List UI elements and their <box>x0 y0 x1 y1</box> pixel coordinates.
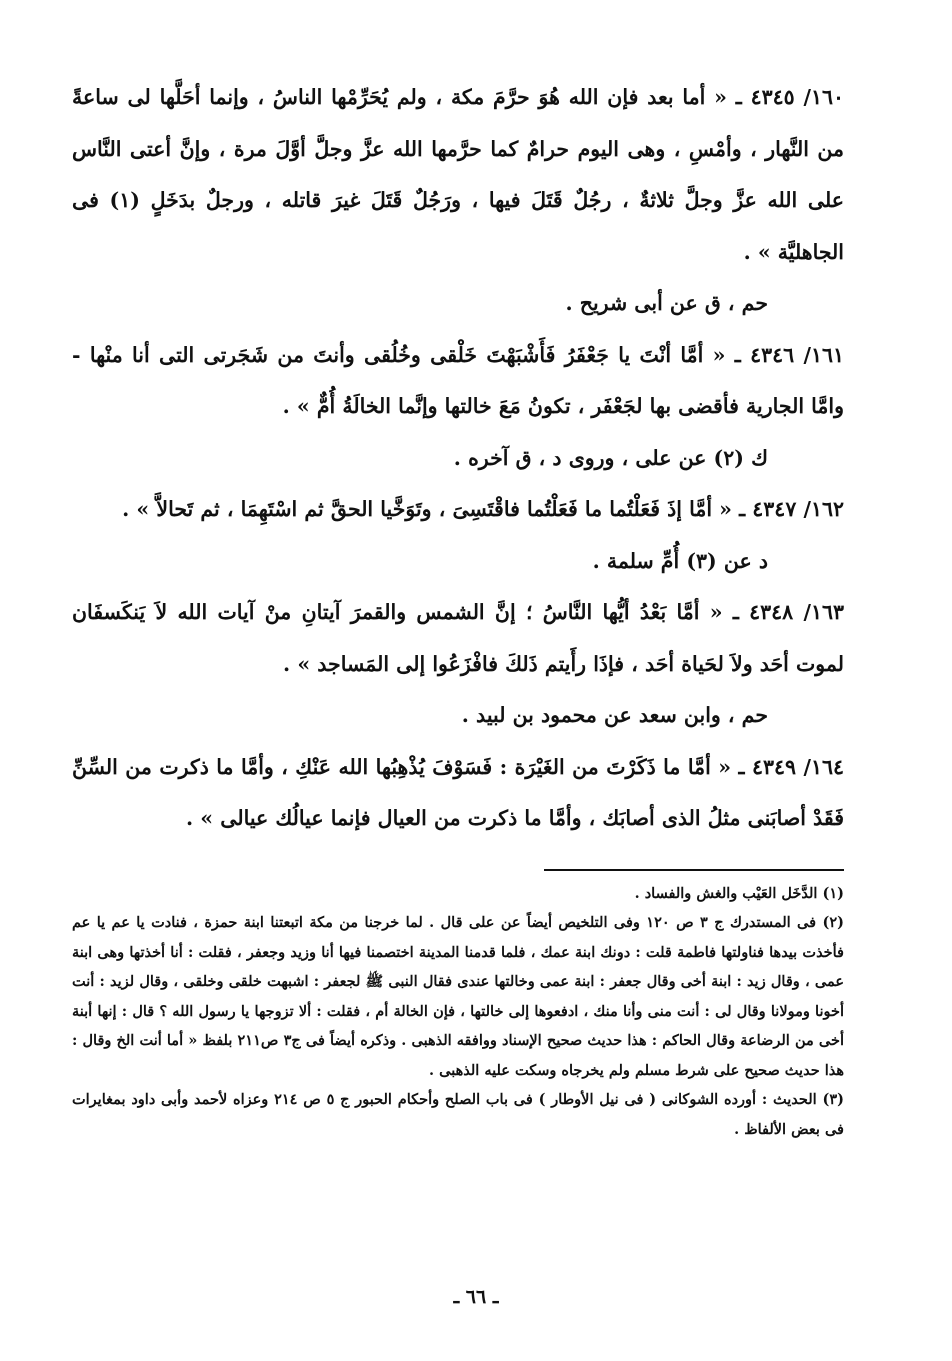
footnote-divider <box>544 869 844 871</box>
hadith-162-source: د عن (٣) أُمِّ سلمة . <box>592 548 768 573</box>
footnote-2: (٢) فى المستدرك ج ٣ ص ١٢٠ وفى التلخيص أيضاً عن على قال . لما خرجنا من مكة اتبعتنا ابنة حمزة ، فنادت يا عم يا عم فأخذت بيدها فناولتها فاطمة قلت : دونك ابنة عمك ، فلما قدمنا المدينة اختصمنا فيها أنا وزيد وجعفر ، فقلت : أنا أخذتها وهى ابنة عمى ، وقال زيد : ابنة أخى وقال جعفر : ابنة عمى وخالتها عندى فقال النبى ﷺ لجعفر : اشبهت خلقى وخلقى ، وقال لزيد : أنت أخونا ومولانا وقال لى : أنت منى وأنا منك ، ادفعوها إلى خالتها ، فإن الخالة أم ، فقلت : ألا تزوجها يا رسول الله ؟ قال : إنها أبنة أخى من الرضاعة وقال الحاكم : هذا حديث صحيح الإسناد ووافقه الذهبى . وذكره أيضاً فى ج٣ ص٢١١ بلفظ « أما أنت الخ وقال : هذا حديث صحيح على شرط مسلم ولم يخرجاه وسكت عليه الذهبى . <box>72 914 844 1079</box>
hadith-161-source: ك (٢) عن على ، وروى د ، ق آخره . <box>453 445 768 470</box>
hadith-162: ١٦٢/ ٤٣٤٧ ـ « أمَّا إذَ فَعَلْتُما ما فَعَلْتُما فاقْتَسِىَ ، وتَوَخَّيا الحقَّ ثم اسْتَهِمَا ، ثم تَحالاَّ » . <box>122 497 844 521</box>
main-text <box>72 72 844 845</box>
hadith-163: ١٦٣/ ٤٣٤٨ ـ « أمَّا بَعْدُ أيُّها النَّاسُ ؛ إنَّ الشمس والقمرَ آيتانِ منْ آيات الله لاَ يَنكَسفَان لموت أحَد ولاَ لحَياة أحَد ، فإذَا رأَيتم ذَلكَ فافْزَعُوا إلى المَساجد » . <box>72 600 844 676</box>
footnotes <box>72 879 844 1145</box>
hadith-164: ١٦٤/ ٤٣٤٩ ـ « أمَّا ما ذَكَرْتَ من الغَيْرَة : فَسَوْفَ يُذْهِبُها الله عَنْكِ ، وأمَّا ما ذكرت من السِّنِّ فَقَدْ أصابَنى مثلُ الذى أصابَك ، وأمَّا ما ذكرت من العيال فإنما عيالُك عيالى » . <box>72 754 844 830</box>
page-number: ـ ٦٦ ـ <box>453 1286 499 1308</box>
hadith-163-source: حم ، وابن سعد عن محمود بن لبيد . <box>461 703 768 727</box>
hadith-161: ١٦١/ ٤٣٤٦ ـ « أمَّا أنْتَ يا جَعْفَرُ فَأَشْبَهْتَ خَلْقى وخُلُقى وأنتَ من شَجَرتى التى أنا منْها - وامَّا الجارية فأقضى بها لجَعْفَر ، تكونُ مَعَ خالتها وإنَّما الخالَةُ أُمٌّ » . <box>72 342 844 418</box>
footnote-3: (٣) الحديث : أورده الشوكانى ( فى نيل الأوطار ) فى باب الصلح وأحكام الحبور ج ٥ ص ٢١٤ وعزاه لأحمد وأبى داود بمغايرات فى بعض الألفاظ . <box>72 1091 844 1138</box>
hadith-160: ١٦٠/ ٤٣٤٥ ـ « أما بعد فإن الله هُوَ حرَّمَ مكة ، ولم يُحَرِّمْها الناسُ ، وإنما أحَلَّها لى ساعةً من النَّهار ، وأمْسِ ، وهى اليوم حرامٌ كما حرَّمها الله عزَّ وجلَّ أوَّلَ مرة ، وإنَّ أعتى النَّاس على الله عزَّ وجلَّ ثلاثةٌ ، رجُلٌ قَتَلَ فيها ، ورَجُلٌ قَتَلَ غيرَ قاتله ، ورجلٌ بدَخَلٍ (١) فى الجاهليَّة » . <box>72 85 845 264</box>
hadith-160-source: حم ، ق عن أبى شريح . <box>565 291 768 315</box>
footnote-1: (١) الدَّخَل العَيْب والغش والفساد . <box>634 884 844 902</box>
